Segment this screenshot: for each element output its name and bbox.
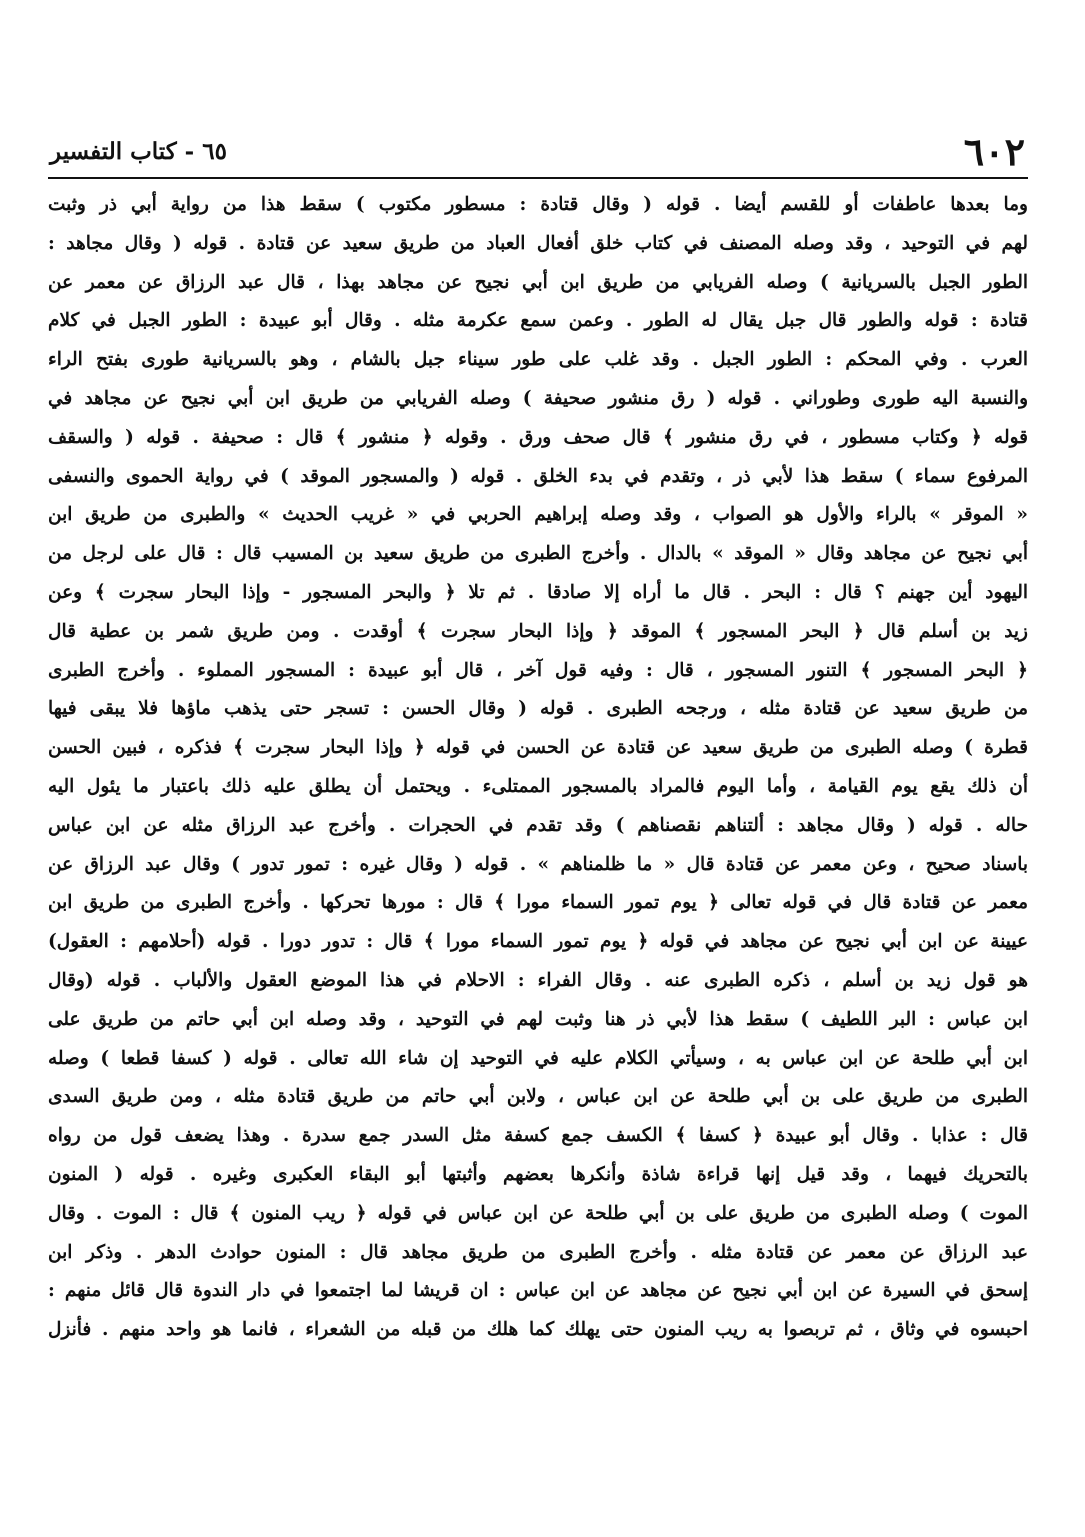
text-line: الطبرى من طريق على بن أبي طلحة عن ابن عباس ، ولابن أبي حاتم من طريق قتادة مثله ، ومن طريق السدى — [48, 1086, 1028, 1108]
text-line: هو قول زيد بن أسلم ، ذكره الطبرى عنه . وقال الفراء : الاحلام في هذا الموضع العقول والألباب . قوله (وقال — [48, 969, 1028, 991]
text-line: العرب . وفي المحكم : الطور الجبل . وقد غلب على طور سيناء جبل بالشام ، وهو بالسريانية طورى بفتح الراء — [48, 349, 1028, 371]
text-line: اليهود أين جهنم ؟ قال : البحر . قال ما أراه إلا صادقا . ثم تلا ﴿ والبحر المسجور - وإذا البحار سجرت ﴾ وعن — [48, 581, 1028, 603]
page-header — [50, 129, 1025, 174]
text-line: المرفوع سماء ) سقط هذا لأبي ذر ، وتقدم في بدء الخلق . قوله ( والمسجور الموقد ) في رواية الحموى والنسفى — [48, 465, 1028, 487]
running-title: ٦٥ - كتاب التفسير — [50, 138, 227, 165]
text-line: قوله ﴿ وكتاب مسطور ، في رق منشور ﴾ قال صحف ورق . وقوله ﴿ منشور ﴾ قال : صحيفة . قوله ( والسقف — [48, 426, 1028, 448]
text-line: وما بعدها عاطفات أو للقسم أيضا . قوله ( وقال قتادة : مسطور مكتوب ) سقط هذا من رواية أبي ذر وثبت — [48, 194, 1028, 215]
text-line: قتادة : قوله والطور قال جبل يقال له الطور . وعمن سمع عكرمة مثله . وقال أبو عبيدة : الطور الجبل في كلام — [48, 310, 1028, 332]
header-rule — [48, 177, 1028, 179]
text-line: قال : عذابا . وقال أبو عبيدة ﴿ كسفا ﴾ الكسف جمع كسفة مثل السدر جمع سدرة . وهذا يضعف قول من رواه — [48, 1125, 1028, 1147]
text-line: من طريق سعيد عن قتادة مثله ، ورجحه الطبرى . قوله ( وقال الحسن : تسجر حتى يذهب ماؤها فلا يبقى فيها — [48, 698, 1028, 720]
text-line: احبسوه في وثاق ، ثم تربصوا به ريب المنون حتى يهلك كما هلك من قبله من الشعراء ، فانما هو واحد منهم . فأنزل — [48, 1319, 1028, 1341]
text-line: أن ذلك يقع يوم القيامة ، وأما اليوم فالمراد بالمسجور الممتلىء . ويحتمل أن يطلق عليه ذلك باعتبار ما يئول اليه — [48, 775, 1028, 797]
text-line: ابن أبي طلحة عن ابن عباس به ، وسيأتي الكلام عليه في التوحيد إن شاء الله تعالى . قوله ( كسفا قطعا ) وصله — [48, 1047, 1028, 1069]
text-line: الموت ) وصله الطبرى من طريق على بن أبي طلحة عن ابن عباس في قوله ﴿ ريب المنون ﴾ قال : الموت . وقال — [48, 1202, 1028, 1224]
text-line: ﴿ البحر المسجور ﴾ التنور المسجور ، قال : وفيه قول آخر ، قال أبو عبيدة : المسجور المملوء . وأخرج الطبرى — [48, 659, 1028, 681]
text-line: زيد بن أسلم قال ﴿ البحر المسجور ﴾ الموقد ﴿ وإذا البحار سجرت ﴾ أوقدت . ومن طريق شمر بن عطية قال — [48, 620, 1028, 642]
text-line: عيينة عن ابن أبي نجيح عن مجاهد في قوله ﴿ يوم تمور السماء مورا ﴾ قال : تدور دورا . قوله (أحلامهم : العقول) — [48, 931, 1028, 953]
text-line: أبي نجيح عن مجاهد وقال « الموقد » بالدال . وأخرج الطبرى من طريق سعيد بن المسيب قال : قال على لرجل من — [48, 543, 1028, 565]
text-line: إسحق في السيرة عن ابن أبي نجيح عن مجاهد عن ابن عباس : ان قريشا لما اجتمعوا في دار الندوة قال قائل منهم : — [48, 1280, 1028, 1302]
text-line: بالتحريك فيهما ، وقد قيل إنها قراءة شاذة وأنكرها بعضهم وأثبتها أبو البقاء العكبرى وغيره . قوله ( المنون — [48, 1163, 1028, 1185]
text-line: قطرة ) وصله الطبرى من طريق سعيد عن قتادة عن الحسن في قوله ﴿ وإذا البحار سجرت ﴾ فذكره ، فبين الحسن — [48, 737, 1028, 759]
text-line: والنسبة اليه طورى وطوراني . قوله ( رق منشور صحيفة ) وصله الفريابي من طريق ابن أبي نجيح عن مجاهد في — [48, 387, 1028, 409]
text-line: حاله . قوله ( وقال مجاهد : ألتناهم نقصناهم ) وقد تقدم في الحجرات . وأخرج عبد الرزاق مثله عن ابن عباس — [48, 814, 1028, 836]
page-number: ٦٠٢ — [963, 129, 1025, 174]
text-line: باسناد صحيح ، وعن معمر عن قتادة قال « ما ظلمناهم » . قوله ( وقال غيره : تمور تدور ) وقال عبد الرزاق عن — [48, 853, 1028, 875]
text-line: ابن عباس : البر اللطيف ) سقط هذا لأبي ذر هنا وثبت لهم في التوحيد ، وقد وصله ابن أبي حاتم من طريق على — [48, 1008, 1028, 1030]
text-line: « الموقر » بالراء والأول هو الصواب ، وقد وصله إبراهيم الحربي في « غريب الحديث » والطبرى من طريق ابن — [48, 504, 1028, 526]
text-line: الطور الجبل بالسريانية ) وصله الفريابي من طريق ابن أبي نجيح عن مجاهد بهذا ، قال عبد الرزاق عن معمر عن — [48, 271, 1028, 293]
text-line: معمر عن قتادة قال في قوله تعالى ﴿ يوم تمور السماء مورا ﴾ قال : مورها تحركها . وأخرج الطبرى من طريق ابن — [48, 892, 1028, 914]
text-line: لهم في التوحيد ، وقد وصله المصنف في كتاب خلق أفعال العباد من طريق سعيد عن قتادة . قوله ( وقال مجاهد : — [48, 232, 1028, 254]
commentary-text — [48, 186, 1028, 1350]
text-line: عبد الرزاق عن معمر عن قتادة مثله . وأخرج الطبرى من طريق مجاهد قال : المنون حوادث الدهر . وذكر ابن — [48, 1241, 1028, 1263]
